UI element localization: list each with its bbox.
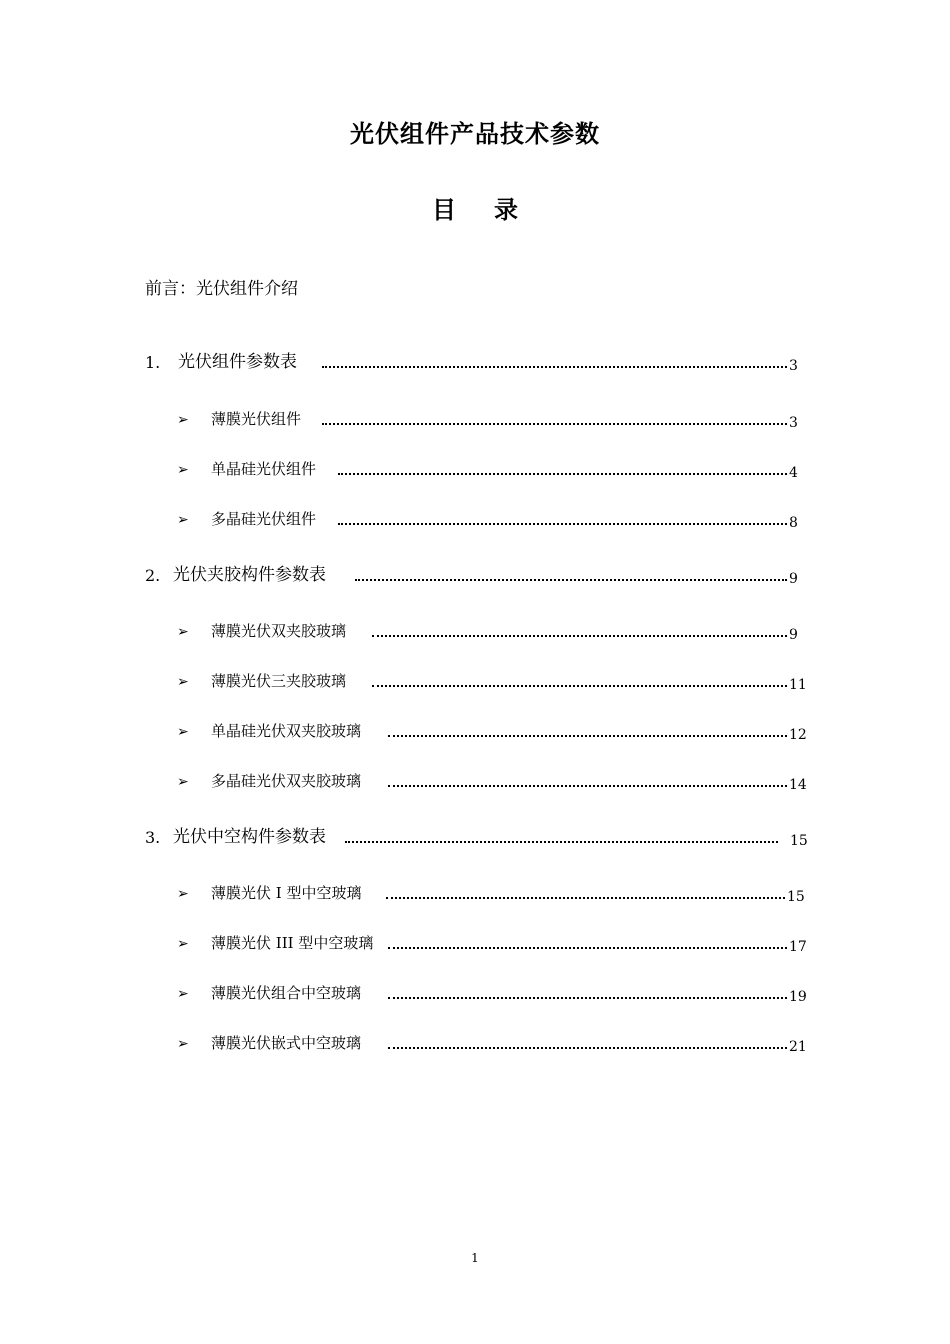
arrow-bullet-icon: ➢ (177, 624, 189, 640)
toc-page-number: 19 (789, 989, 807, 1005)
toc-dot-leader (338, 523, 787, 525)
arrow-bullet-icon: ➢ (177, 512, 189, 528)
toc-item[interactable] (0, 879, 950, 905)
arrow-bullet-icon: ➢ (177, 986, 189, 1002)
toc-section-number: 3. (145, 828, 161, 847)
toc-page-number: 15 (787, 889, 805, 905)
toc-item-label: 薄膜光伏双夹胶玻璃 (211, 622, 347, 640)
toc-dot-leader (386, 897, 785, 899)
toc-page-number: 8 (789, 515, 798, 531)
toc-item[interactable] (0, 979, 950, 1005)
toc-item-label: 多晶硅光伏双夹胶玻璃 (211, 772, 362, 790)
arrow-bullet-icon: ➢ (177, 936, 189, 952)
toc-dot-leader (355, 579, 787, 581)
toc-dot-leader (388, 1047, 787, 1049)
arrow-bullet-icon: ➢ (177, 724, 189, 740)
arrow-bullet-icon: ➢ (177, 674, 189, 690)
toc-item-label: 单晶硅光伏双夹胶玻璃 (211, 722, 362, 740)
toc-item-label: 薄膜光伏嵌式中空玻璃 (211, 1034, 362, 1052)
toc-heading (0, 190, 950, 225)
toc-page-number: 14 (789, 777, 807, 793)
toc-dot-leader (322, 366, 787, 368)
toc-section-number: 1. (145, 353, 161, 372)
toc-heading-char-1: 目 (432, 196, 456, 224)
toc-item-label: 薄膜光伏三夹胶玻璃 (211, 672, 347, 690)
toc-section-label: 光伏组件参数表 (178, 352, 297, 372)
toc-item[interactable] (0, 455, 950, 481)
toc-item-label: 薄膜光伏组件 (211, 410, 302, 428)
page-title: 光伏组件产品技术参数 (350, 120, 600, 148)
preface-line[interactable]: 前言：光伏组件介绍 (145, 279, 298, 299)
toc-page-number: 3 (789, 415, 798, 431)
toc-dot-leader (388, 947, 787, 949)
toc-item[interactable] (0, 405, 950, 431)
toc-page-number: 3 (789, 358, 798, 374)
toc-dot-leader (388, 735, 787, 737)
toc-item[interactable] (0, 1029, 950, 1055)
toc-page-number: 11 (789, 677, 807, 693)
toc-item[interactable] (0, 667, 950, 693)
arrow-bullet-icon: ➢ (177, 412, 189, 428)
toc-section-number: 2. (145, 566, 161, 585)
toc-page-number: 12 (789, 727, 807, 743)
toc-page-number: 17 (789, 939, 807, 955)
toc-page-number: 15 (790, 833, 808, 849)
toc-dot-leader (322, 423, 787, 425)
toc-section-3[interactable] (0, 823, 950, 849)
toc-dot-leader (388, 997, 787, 999)
toc-section-label: 光伏夹胶构件参数表 (173, 565, 326, 585)
toc-section-2[interactable] (0, 561, 950, 587)
toc-item[interactable] (0, 767, 950, 793)
toc-dot-leader (372, 685, 787, 687)
arrow-bullet-icon: ➢ (177, 886, 189, 902)
toc-item-label: 薄膜光伏 III 型中空玻璃 (211, 934, 374, 952)
toc-heading-char-2: 录 (494, 196, 518, 224)
toc-page-number: 21 (789, 1039, 807, 1055)
toc-item[interactable] (0, 617, 950, 643)
toc-item-label: 单晶硅光伏组件 (211, 460, 317, 478)
toc-page-number: 4 (789, 465, 798, 481)
toc-section-label: 光伏中空构件参数表 (173, 827, 326, 847)
footer-page-number: 1 (471, 1251, 479, 1265)
toc-item-label: 多晶硅光伏组件 (211, 510, 317, 528)
toc-page-number: 9 (789, 571, 798, 587)
toc-item[interactable] (0, 505, 950, 531)
toc-item-label: 薄膜光伏组合中空玻璃 (211, 984, 362, 1002)
toc-page-number: 9 (789, 627, 798, 643)
arrow-bullet-icon: ➢ (177, 774, 189, 790)
toc-dot-leader (372, 635, 787, 637)
arrow-bullet-icon: ➢ (177, 1036, 189, 1052)
toc-item[interactable] (0, 717, 950, 743)
toc-dot-leader (345, 841, 778, 843)
toc-item-label: 薄膜光伏 I 型中空玻璃 (211, 884, 362, 902)
arrow-bullet-icon: ➢ (177, 462, 189, 478)
toc-section-1[interactable] (0, 348, 950, 374)
toc-dot-leader (388, 785, 787, 787)
toc-item[interactable] (0, 929, 950, 955)
toc-dot-leader (338, 473, 787, 475)
